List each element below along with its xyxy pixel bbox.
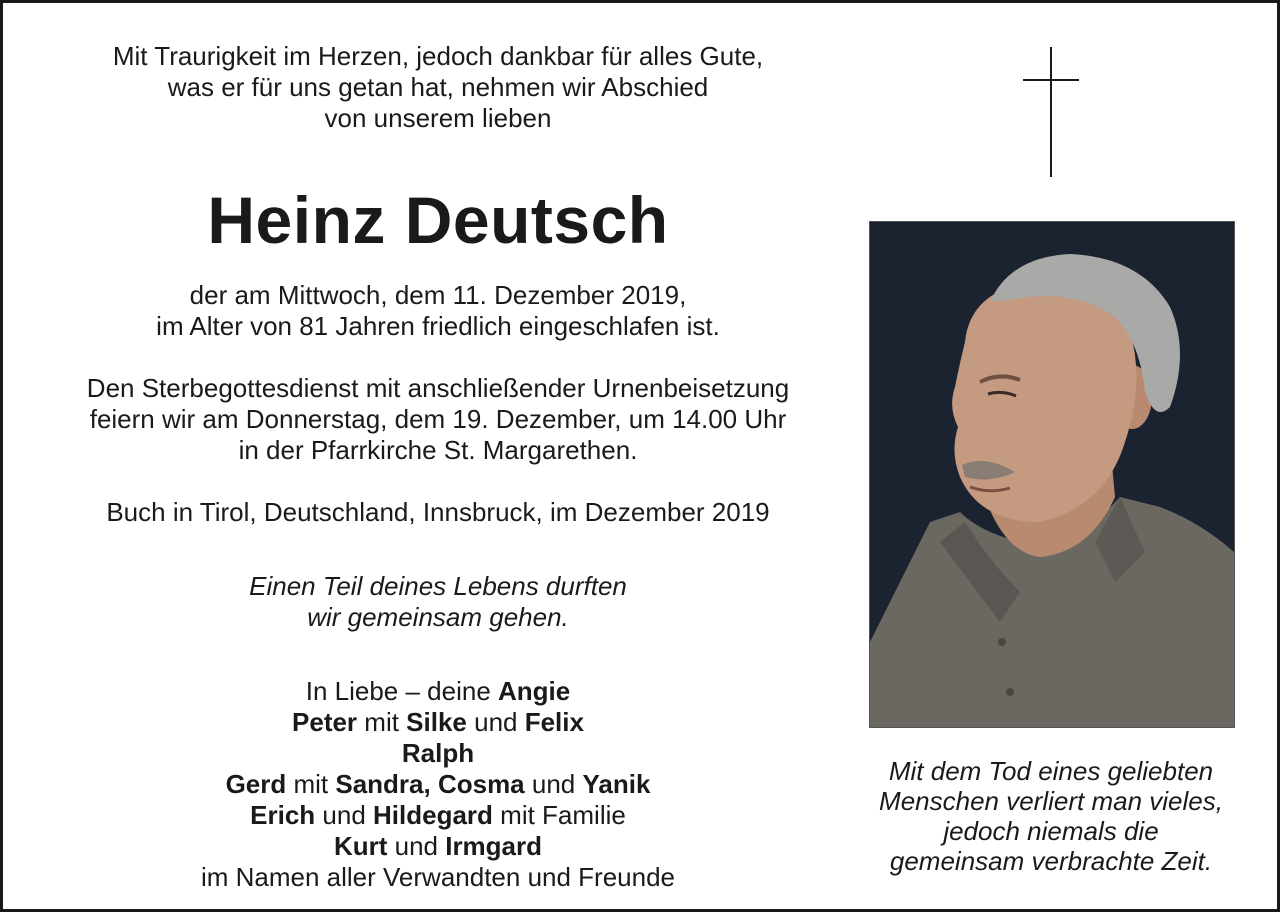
family-text: In Liebe – deine [305, 676, 499, 706]
service-line: feiern wir am Donnerstag, dem 19. Dezember, um 14.00 Uhr [89, 404, 787, 434]
family-member: Kurt [333, 831, 388, 861]
family-text: mit [286, 769, 336, 799]
family-text: im Namen aller Verwandten und Freunde [200, 862, 676, 892]
family-member: Hildegard [373, 800, 493, 830]
family-member: Ralph [401, 738, 475, 768]
quote-line: gemeinsam verbrachte Zeit. [889, 846, 1213, 876]
family-member: Gerd [225, 769, 287, 799]
verse-line: wir gemeinsam gehen. [307, 602, 569, 632]
family-text: und [315, 800, 374, 830]
family-member: Yanik [582, 769, 651, 799]
death-line: der am Mittwoch, dem 11. Dezember 2019, [189, 280, 687, 310]
family-member: Sandra, Cosma [335, 769, 525, 799]
verse-line: Einen Teil deines Lebens durften [249, 571, 627, 601]
family-member: Angie [498, 676, 571, 706]
family-row [43, 800, 833, 831]
portrait-photo [869, 221, 1235, 728]
cross-horizontal-bar [1023, 79, 1079, 81]
family-text: und [524, 769, 583, 799]
service-line: in der Pfarrkirche St. Margarethen. [238, 435, 638, 465]
family-member: Erich [250, 800, 316, 830]
verse [43, 571, 833, 633]
family-row [43, 831, 833, 862]
service-info [43, 373, 833, 466]
intro-line: von unserem lieben [324, 103, 552, 133]
family-row [43, 769, 833, 800]
cross-icon [1023, 47, 1079, 177]
obituary-text-column [43, 41, 833, 893]
deceased-name: Heinz Deutsch [207, 183, 669, 257]
service-line: Den Sterbegottesdienst mit anschließender Urnenbeisetzung [86, 373, 790, 403]
place-and-date: Buch in Tirol, Deutschland, Innsbruck, im Dezember 2019 [106, 497, 770, 527]
quote-line: Menschen verliert man vieles, [879, 786, 1223, 816]
family-row [43, 738, 833, 769]
family-row [43, 676, 833, 707]
intro-line: Mit Traurigkeit im Herzen, jedoch dankbar für alles Gute, [112, 41, 764, 71]
family-member: Irmgard [445, 831, 543, 861]
death-notice [43, 280, 833, 342]
family-member: Peter [292, 707, 358, 737]
intro-text [43, 41, 833, 134]
family-text: mit [357, 707, 407, 737]
family-text: mit Familie [492, 800, 626, 830]
family-text: und [466, 707, 525, 737]
family-row [43, 862, 833, 893]
memorial-quote [849, 756, 1253, 876]
quote-line: jedoch niemals die [943, 816, 1159, 846]
family-member: Felix [524, 707, 584, 737]
portrait-illustration [870, 222, 1234, 727]
cross-vertical-bar [1050, 47, 1052, 177]
intro-line: was er für uns getan hat, nehmen wir Abschied [167, 72, 709, 102]
family-row [43, 707, 833, 738]
family-text: und [387, 831, 446, 861]
family-member: Silke [406, 707, 467, 737]
death-line: im Alter von 81 Jahren friedlich eingeschlafen ist. [156, 311, 720, 341]
family-signatures [43, 676, 833, 893]
quote-line: Mit dem Tod eines geliebten [888, 756, 1214, 786]
